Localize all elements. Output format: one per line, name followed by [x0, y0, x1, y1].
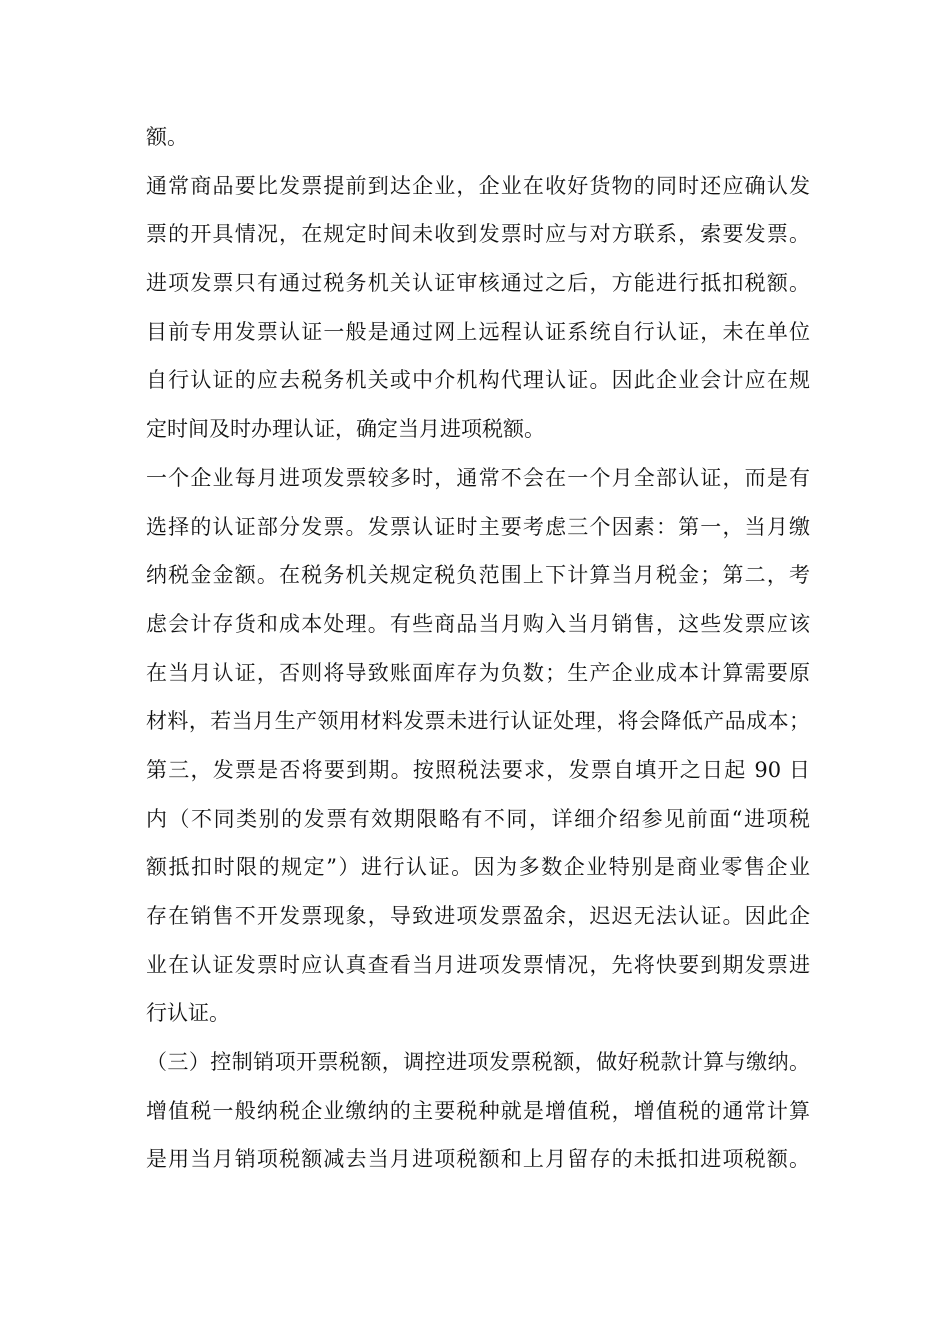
- text-line: 行认证。: [146, 1001, 230, 1026]
- text-line: 虑会计存货和成本处理。有些商品当月购入当月销售，这些发票应该: [146, 611, 810, 636]
- text-line: 是用当月销项税额减去当月进项税额和上月留存的未抵扣进项税额。: [146, 1147, 810, 1172]
- text-line: 自行认证的应去税务机关或中介机构代理认证。因此企业会计应在规: [146, 368, 810, 393]
- text-line: 内（不同类别的发票有效期限略有不同，详细介绍参见前面“进项税: [146, 806, 810, 831]
- text-line: 额。: [146, 125, 188, 149]
- text-line: 额抵扣时限的规定”）进行认证。因为多数企业特别是商业零售企业: [146, 855, 810, 880]
- body-text: [146, 113, 810, 1184]
- text-line: 票的开具情况，在规定时间未收到发票时应与对方联系，索要发票。: [146, 222, 810, 247]
- text-line: 一个企业每月进项发票较多时，通常不会在一个月全部认证，而是有: [146, 465, 810, 490]
- text-line: 通常商品要比发票提前到达企业，企业在收好货物的同时还应确认发: [146, 173, 810, 198]
- text-line: 材料，若当月生产领用材料发票未进行认证处理，将会降低产品成本；: [146, 709, 810, 734]
- text-line: 进项发票只有通过税务机关认证审核通过之后，方能进行抵扣税额。: [146, 271, 810, 296]
- text-line: 纳税金金额。在税务机关规定税负范围上下计算当月税金；第二，考: [146, 563, 810, 588]
- text-line: 定时间及时办理认证，确定当月进项税额。: [146, 417, 545, 442]
- text-line: 存在销售不开发票现象，导致进项发票盈余，迟迟无法认证。因此企: [146, 904, 810, 928]
- section-heading: （三）控制销项开票税额，调控进项发票税额，做好税款计算与缴纳。: [146, 1050, 810, 1075]
- text-line: 增值税一般纳税企业缴纳的主要税种就是增值税，增值税的通常计算: [146, 1098, 810, 1123]
- text-line: 业在认证发票时应认真查看当月进项发票情况，先将快要到期发票进: [146, 952, 810, 977]
- text-line: 目前专用发票认证一般是通过网上远程认证系统自行认证，未在单位: [146, 319, 810, 344]
- text-line: 在当月认证，否则将导致账面库存为负数；生产企业成本计算需要原: [146, 660, 810, 685]
- text-line: 第三，发票是否将要到期。按照税法要求，发票自填开之日起 90 日: [146, 757, 810, 782]
- text-line: 选择的认证部分发票。发票认证时主要考虑三个因素：第一，当月缴: [146, 514, 810, 539]
